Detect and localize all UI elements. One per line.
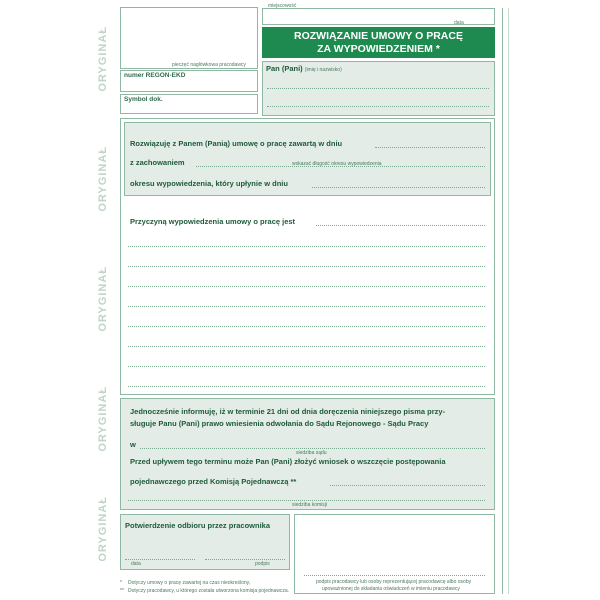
reason-line[interactable]	[316, 225, 485, 226]
recipient-line	[267, 106, 489, 107]
title-line-1: ROZWIĄZANIE UMOWY O PRACĘ	[294, 30, 463, 42]
regon-label: numer REGON-EKD	[124, 72, 186, 79]
side-word: ORYGINAŁ	[97, 496, 109, 562]
stamp-label: pieczęć nagłówkowa pracodawcy	[172, 62, 246, 68]
reason-line[interactable]	[128, 286, 485, 287]
side-word: ORYGINAŁ	[97, 386, 109, 452]
commission-line[interactable]	[128, 500, 485, 501]
receipt-label: Potwierdzenie odbioru przez pracownika	[125, 521, 271, 530]
recipient-line	[267, 88, 489, 89]
commission-hint: siedziba komisji	[292, 502, 328, 508]
symbol-label: Symbol dok.	[124, 96, 163, 103]
commission-line[interactable]	[330, 485, 485, 486]
court-w: w	[130, 440, 136, 449]
recipient-field[interactable]	[262, 61, 495, 116]
footnote-1: Dotyczy umowy o pracę zawartej na czas nieokreślony,	[128, 580, 251, 586]
right-edge-line	[508, 8, 509, 594]
termination-line-3: okresu wypowiedzenia, który upłynie w dniu	[130, 179, 288, 188]
notice-period-hint: wskazać długość okresu wypowiedzenia	[292, 161, 382, 167]
title-banner	[262, 27, 495, 58]
appeal-text-3: Przed upływem tego terminu może Pan (Pani) złożyć wniosek o wszczęcie postępowania	[130, 457, 446, 466]
right-edge-line	[502, 8, 503, 594]
termination-line-1: Rozwiązuję z Panem (Panią) umowę o pracę zawartą w dniu	[130, 139, 343, 148]
reason-line[interactable]	[128, 366, 485, 367]
termination-line-2: z zachowaniem	[130, 158, 185, 167]
court-hint: siedziba sądu	[296, 450, 327, 456]
side-word: ORYGINAŁ	[97, 266, 109, 332]
receipt-sign-line[interactable]	[205, 559, 285, 560]
footnote-1-mark: *	[120, 580, 122, 586]
receipt-date-line[interactable]	[125, 559, 195, 560]
reason-line[interactable]	[128, 386, 485, 387]
receipt-sign-label: podpis	[255, 561, 270, 567]
title-line-2: ZA WYPOWIEDZENIEM *	[317, 43, 440, 55]
employer-sign-caption-1: podpis pracodawcy lub osoby reprezentującej pracodawcę albo osoby	[316, 579, 472, 585]
recipient-label: Pan (Pani) (imię i nazwisko)	[266, 64, 342, 73]
reason-line[interactable]	[128, 246, 485, 247]
footnote-2: Dotyczy pracodawcy, u którego została utworzona komisja pojednawcza.	[128, 588, 290, 594]
footnote-2-mark: **	[120, 588, 124, 594]
date-label: data	[454, 20, 464, 26]
receipt-box[interactable]	[120, 514, 290, 570]
side-word: ORYGINAŁ	[97, 26, 109, 92]
date-contract-line[interactable]	[375, 147, 485, 148]
reason-line[interactable]	[128, 306, 485, 307]
appeal-text-4: pojednawczego przed Komisją Pojednawczą **	[130, 477, 297, 486]
receipt-date-label: data	[131, 561, 141, 567]
reason-label: Przyczyną wypowiedzenia umowy o pracę jest	[130, 217, 296, 226]
reason-line[interactable]	[128, 326, 485, 327]
employer-sign-line[interactable]	[304, 575, 485, 576]
stamp-box[interactable]	[120, 7, 258, 69]
side-word: ORYGINAŁ	[97, 146, 109, 212]
side-strip	[96, 6, 110, 596]
court-line[interactable]	[140, 448, 485, 449]
reason-line[interactable]	[128, 266, 485, 267]
employer-sign-caption-2: upoważnionej do składania oświadczeń w imieniu pracodawcy	[322, 586, 460, 592]
reason-line[interactable]	[128, 346, 485, 347]
end-date-line[interactable]	[312, 187, 485, 188]
place-label: miejscowość	[268, 3, 297, 9]
appeal-text-1: Jednocześnie informuję, iż w terminie 21 dni od dnia doręczenia niniejszego pisma przy-	[130, 407, 446, 416]
appeal-text-2: sługuje Panu (Pani) prawo wniesienia odwołania do Sądu Rejonowego - Sądu Pracy	[130, 419, 429, 428]
